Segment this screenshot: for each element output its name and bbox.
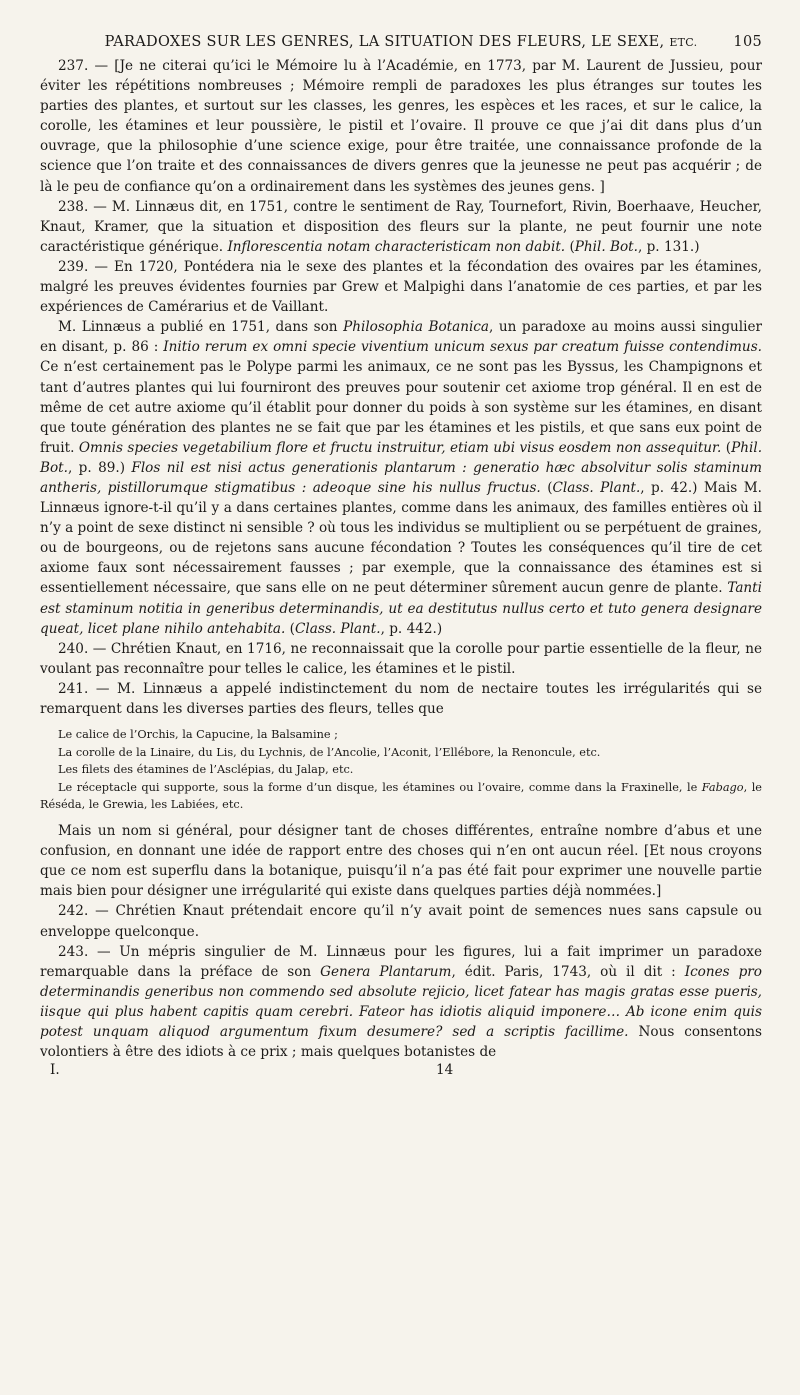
paragraph-238: 238. — M. Linnæus dit, en 1751, contre le sentiment de Ray, Tournefort, Rivin, Boerhaave, Heucher, Knaut, Kramer, que la situation et disposition des fleurs sur la plante, ne peut fournir une note caractéristique générique. Inflorescentia notam characteristicam non dabit. (Phil. Bot., p. 131.) — [40, 198, 762, 255]
list-item: Les filets des étamines de l’Asclépias, du Jalap, etc. — [58, 763, 354, 777]
page-footer — [40, 1062, 762, 1082]
paragraph-243: 243. — Un mépris singulier de M. Linnæus pour les figures, lui a fait imprimer un paradoxe remarquable dans la préface de son Genera Plantarum, édit. Paris, 1743, où il dit : Icones pro determinandis generibus non commendo sed absolute rejicio, licet fatear has magis gratas esse pueris, iisque qui plus habent capitis quam cerebri. Fateor has idiotis aliquid imponere… Ab icone enim quis potest unquam aliquod argumentum fixum desumere? sed a scriptis facillime. Nous consentons volontiers à être des idiots à ce prix ; mais quelques botanistes de — [40, 943, 762, 1061]
running-title-etc: ETC. — [669, 36, 698, 49]
paragraph-239: 239. — En 1720, Pontédera nia le sexe des plantes et la fécondation des ovaires par les étamines, malgré les preuves évidentes fournies par Grew et Malpighi dans l’anatomie de ces parties, et par les expériences de Camérarius et de Vaillant. — [40, 258, 762, 316]
latin-quote: Flos nil est nisi actus generationis plantarum : generatio hæc absolvitur solis staminum antheris, pistillorumque stigmatibus : adeoque sine his nullus fructus. — [40, 459, 762, 496]
paragraph-number: 242. — [58, 903, 89, 920]
paragraph-242: 242. — Chrétien Knaut prétendait encore qu’il n’y avait point de semences nues sans capsule ou enveloppe quelconque. — [40, 903, 762, 940]
paragraph-linnaeus-sexe: M. Linnæus a publié en 1751, dans son Philosophia Botanica, un paradoxe au moins aussi singulier en disant, p. 86 : Initio rerum ex omni specie viventium unicum sexus par creatum fuisse contendimus. Ce n’est certainement pas le Polype parmi les animaux, ce ne sont pas les Byssus, les Champignons et tant d’autres plantes qui lui fourniront des preuves pour soutenir cet axiome trop général. Il en est de même de cet autre axiome qu’il établit pour donner du poids à son système sur les étamines, en disant que toute génération des plantes ne se fait que par les étamines et les pistils, et que sans eux point de fruit. Omnis species vegetabilium flore et fructu instruitur, etiam ubi visus eosdem non assequitur. (Phil. Bot., p. 89.) Flos nil est nisi actus generationis plantarum : generatio hæc absolvitur solis staminum antheris, pistillorumque stigmatibus : adeoque sine his nullus fructus. (Class. Plant., p. 42.) Mais M. Linnæus ignore-t-il qu’il y a dans certaines plantes, comme dans les animaux, des familles entières où il n’y a point de sexe distinct ni sensible ? où tous les individus se multiplient ou se perpétuent de graines, ou de bourgeons, ou de rejetons sans aucune fécondation ? Toutes les conséquences qu’il tire de cet axiome faux sont nécessairement fausses ; par exemple, que la connaissance des étamines est si essentiellement nécessaire, que sans elle on ne peut déterminer sûrement aucun genre de plante. Tanti est staminum notitia in generibus determinandis, ut ea destitutus nullus certo et tuto genera designare queat, licet plane nihilo antehabita. (Class. Plant., p. 442.) — [40, 319, 763, 637]
list-item: La corolle de la Linaire, du Lis, du Lychnis, de l’Ancolie, l’Aconit, l’Ellébore, la Renoncule, etc. — [58, 745, 601, 759]
book-title: Genera Plantarum — [320, 963, 452, 980]
latin-quote: Tanti est staminum notitia in generibus determinandis, ut ea destitutus nullus certo et tuto genera designare queat, licet plane nihilo antehabita. — [40, 580, 762, 637]
sheet-number: 14 — [436, 1062, 454, 1079]
paragraph-number: 241. — [58, 680, 89, 697]
paragraph-241: 241. — M. Linnæus a appelé indistinctement du nom de nectaire toutes les irrégularités qui se remarquent dans les diverses parties des fleurs, telles que — [40, 680, 762, 717]
running-header — [40, 34, 762, 50]
page-number: 105 — [733, 34, 762, 50]
paragraph-number: 239. — [58, 258, 89, 275]
latin-quote: Inflorescentia notam characteristicam non dabit. — [227, 238, 566, 255]
nectary-examples-list — [40, 726, 762, 814]
book-page — [40, 34, 762, 1082]
running-title: PARADOXES SUR LES GENRES, LA SITUATION DES FLEURS, LE SEXE, — [104, 34, 665, 50]
citation: Phil. Bot. — [40, 439, 763, 476]
signature-mark: I. — [50, 1062, 60, 1079]
citation: Class. Plant. — [552, 479, 641, 496]
list-item: Le réceptacle qui supporte, sous la forme d’un disque, les étamines ou l’ovaire, comme dans la Fraxinelle, le Fabago, le Réséda, le Grewia, les Labiées, etc. — [40, 780, 762, 812]
paragraph-240: 240. — Chrétien Knaut, en 1716, ne reconnaissait que la corolle pour partie essentielle de la fleur, ne voulant pas reconnaître pour telles le calice, les étamines et le pistil. — [40, 640, 762, 677]
list-item: Le calice de l’Orchis, la Capucine, la Balsamine ; — [58, 728, 338, 742]
latin-quote: Icones pro determinandis generibus non commendo sed absolute rejicio, licet fatear has magis gratas esse pueris, iisque qui plus habent capitis quam cerebri. Fateor has idiotis aliquid imponere… Ab icone enim quis potest unquam aliquod argumentum fixum desumere? sed a scriptis facillime. — [40, 963, 762, 1040]
paragraph-mais: Mais un nom si général, pour désigner tant de choses différentes, entraîne nombre d’abus et une confusion, en donnant une idée de rapport entre des choses qui n’en ont aucun réel. [Et nous croyons que ce nom est superflu dans la botanique, puisqu’il n’a pas été fait pour exprimer une nouvelle partie mais bien pour désigner une irrégularité qui existe dans quelques parties déjà nommées.] — [40, 823, 762, 900]
paragraph-number: 238. — [58, 198, 89, 215]
citation: Class. Plant. — [294, 620, 381, 637]
latin-quote: Omnis species vegetabilium flore et fructu instruitur, etiam ubi visus eosdem non assequitur. — [78, 439, 722, 456]
paragraph-237: 237. — [Je ne citerai qu’ici le Mémoire lu à l’Académie, en 1773, par M. Laurent de Jussieu, pour éviter les répétitions nombreuses ; Mémoire rempli de paradoxes les plus étranges sur toutes les parties des plantes, et surtout sur les classes, les genres, les espèces et les races, et sur le calice, la corolle, les étamines et leur poussière, le pistil et l’ovaire. Il prouve ce que j’ai dit dans plus d’un ouvrage, que la philosophie d’une science exige, pour être traitée, une connaissance profonde de la science que l’on traite et des connaissances de divers genres que la jeunesse ne peut pas acquérir ; de là le peu de confiance qu’on a ordinairement dans les systèmes des jeunes gens. ] — [40, 58, 762, 195]
paragraph-number: 243. — [58, 943, 89, 960]
citation: Phil. Bot. — [574, 238, 638, 255]
paragraph-number: 240. — [58, 640, 89, 657]
paragraph-number: 237. — [58, 58, 89, 74]
latin-quote: Initio rerum ex omni specie viventium unicum sexus par creatum fuisse contendimus. — [163, 339, 762, 356]
book-title: Philosophia Botanica — [343, 319, 490, 336]
